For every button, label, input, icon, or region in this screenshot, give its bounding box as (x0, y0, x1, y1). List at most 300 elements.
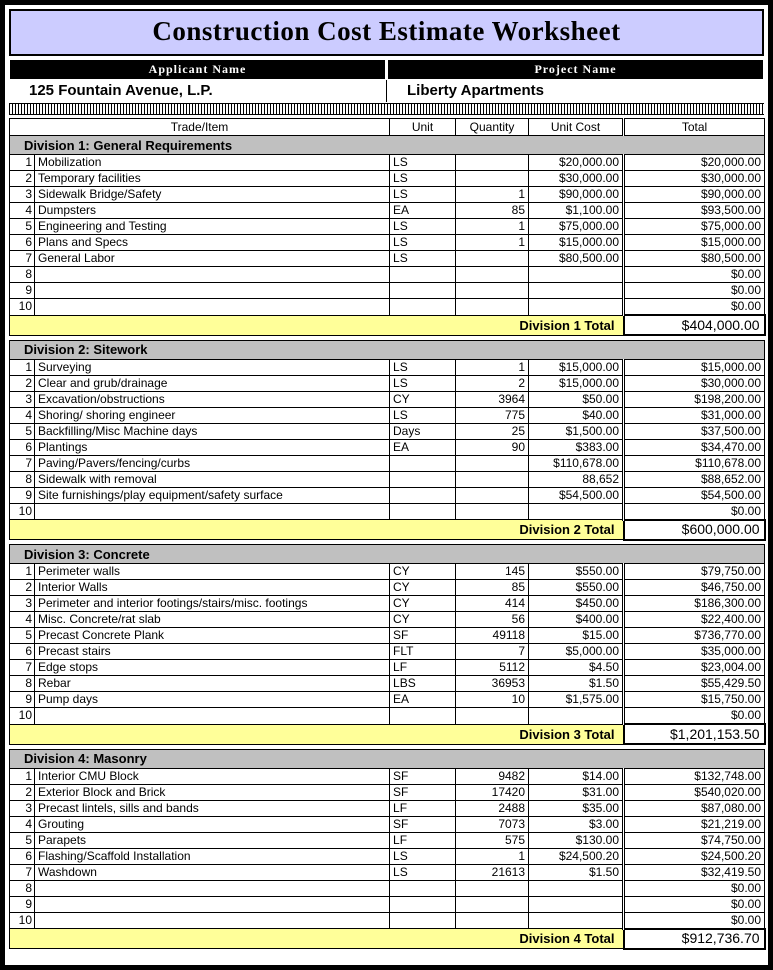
unit-cell[interactable] (390, 708, 456, 725)
row-number-cell[interactable]: 3 (10, 800, 35, 816)
table-row (10, 660, 765, 676)
table-row (10, 487, 765, 503)
row-number-cell[interactable]: 8 (10, 471, 35, 487)
total-cell[interactable]: $0.00 (624, 283, 765, 299)
unit-cost-cell[interactable]: 88,652 (529, 471, 624, 487)
total-cell[interactable]: $54,500.00 (624, 487, 765, 503)
quantity-cell[interactable]: 85 (456, 580, 529, 596)
unit-cost-cell[interactable]: $550.00 (529, 564, 624, 580)
total-cell[interactable]: $15,750.00 (624, 692, 765, 708)
table-row (10, 219, 765, 235)
column-header-row (10, 119, 765, 136)
quantity-cell[interactable]: 1 (456, 219, 529, 235)
row-number-cell[interactable]: 2 (10, 580, 35, 596)
quantity-cell[interactable]: 145 (456, 564, 529, 580)
unit-cost-cell[interactable]: $80,500.00 (529, 251, 624, 267)
row-number-cell[interactable]: 4 (10, 816, 35, 832)
total-cell[interactable]: $75,000.00 (624, 219, 765, 235)
division-total-value[interactable]: $600,000.00 (624, 520, 765, 540)
row-number-cell[interactable]: 4 (10, 612, 35, 628)
trade-item-cell[interactable]: Exterior Block and Brick (35, 784, 390, 800)
unit-cell[interactable]: LS (390, 407, 456, 423)
division-header-label: Division 1: General Requirements (10, 136, 765, 155)
unit-cell[interactable]: EA (390, 439, 456, 455)
unit-cell[interactable]: LBS (390, 676, 456, 692)
total-cell[interactable]: $34,470.00 (624, 439, 765, 455)
quantity-cell[interactable]: 1 (456, 187, 529, 203)
unit-cell[interactable]: CY (390, 564, 456, 580)
unit-cell[interactable]: LS (390, 359, 456, 375)
division-header-label: Division 3: Concrete (10, 545, 765, 564)
unit-cost-cell[interactable]: $50.00 (529, 391, 624, 407)
unit-cost-cell[interactable]: $40.00 (529, 407, 624, 423)
table-row (10, 299, 765, 316)
divider-hatch (9, 103, 764, 115)
total-cell[interactable]: $0.00 (624, 267, 765, 283)
total-cell[interactable]: $35,000.00 (624, 644, 765, 660)
trade-item-cell[interactable] (35, 708, 390, 725)
row-number-cell[interactable]: 2 (10, 375, 35, 391)
trade-item-cell[interactable] (35, 896, 390, 912)
total-cell[interactable]: $198,200.00 (624, 391, 765, 407)
row-number-cell[interactable]: 9 (10, 896, 35, 912)
quantity-cell[interactable]: 7 (456, 644, 529, 660)
row-number-cell[interactable]: 1 (10, 564, 35, 580)
total-cell[interactable]: $37,500.00 (624, 423, 765, 439)
trade-item-cell[interactable]: Sidewalk with removal (35, 471, 390, 487)
unit-cost-cell[interactable]: $4.50 (529, 660, 624, 676)
unit-cost-cell[interactable]: $110,678.00 (529, 455, 624, 471)
table-row (10, 912, 765, 929)
unit-cell[interactable]: LS (390, 155, 456, 171)
unit-cell[interactable] (390, 471, 456, 487)
row-number-cell[interactable]: 10 (10, 299, 35, 316)
table-row (10, 784, 765, 800)
division-header-label: Division 2: Sitework (10, 340, 765, 359)
trade-item-cell[interactable] (35, 503, 390, 520)
table-row (10, 235, 765, 251)
table-row (10, 644, 765, 660)
row-number-cell[interactable]: 5 (10, 628, 35, 644)
quantity-cell[interactable]: 1 (456, 235, 529, 251)
division-header-row (10, 545, 765, 564)
table-row (10, 187, 765, 203)
row-number-cell[interactable]: 7 (10, 660, 35, 676)
unit-cell[interactable]: LS (390, 375, 456, 391)
unit-cell[interactable]: LS (390, 251, 456, 267)
total-cell[interactable]: $736,770.00 (624, 628, 765, 644)
unit-cell[interactable]: CY (390, 596, 456, 612)
quantity-cell[interactable] (456, 251, 529, 267)
unit-cell[interactable]: SF (390, 816, 456, 832)
unit-cost-cell[interactable] (529, 896, 624, 912)
division-total-label: Division 3 Total (10, 724, 624, 744)
row-number-cell[interactable]: 3 (10, 596, 35, 612)
trade-item-cell[interactable]: Site furnishings/play equipment/safety surface (35, 487, 390, 503)
unit-cell[interactable]: EA (390, 692, 456, 708)
trade-item-cell[interactable] (35, 299, 390, 316)
quantity-cell[interactable] (456, 267, 529, 283)
trade-item-cell[interactable]: General Labor (35, 251, 390, 267)
trade-item-cell[interactable]: Plans and Specs (35, 235, 390, 251)
unit-cell[interactable]: Days (390, 423, 456, 439)
quantity-cell[interactable]: 2 (456, 375, 529, 391)
table-row (10, 628, 765, 644)
unit-cost-cell[interactable]: $15,000.00 (529, 235, 624, 251)
trade-item-cell[interactable] (35, 283, 390, 299)
row-number-cell[interactable]: 2 (10, 784, 35, 800)
division-total-row (10, 315, 765, 335)
unit-cell[interactable]: LS (390, 187, 456, 203)
unit-cost-cell[interactable]: $75,000.00 (529, 219, 624, 235)
total-cell[interactable]: $93,500.00 (624, 203, 765, 219)
unit-cost-cell[interactable] (529, 880, 624, 896)
row-number-cell[interactable]: 5 (10, 423, 35, 439)
division-header-label: Division 4: Masonry (10, 749, 765, 768)
table-row (10, 580, 765, 596)
table-row (10, 564, 765, 580)
quantity-cell[interactable]: 5112 (456, 660, 529, 676)
total-cell[interactable]: $31,000.00 (624, 407, 765, 423)
unit-cell[interactable] (390, 299, 456, 316)
trade-item-cell[interactable]: Engineering and Testing (35, 219, 390, 235)
trade-item-cell[interactable]: Interior CMU Block (35, 768, 390, 784)
row-number-cell[interactable]: 5 (10, 219, 35, 235)
trade-item-cell[interactable]: Temporary facilities (35, 171, 390, 187)
total-cell[interactable]: $20,000.00 (624, 155, 765, 171)
unit-cell[interactable]: LF (390, 660, 456, 676)
table-row (10, 708, 765, 725)
trade-item-cell[interactable]: Plantings (35, 439, 390, 455)
row-number-cell[interactable]: 6 (10, 439, 35, 455)
quantity-cell[interactable]: 21613 (456, 864, 529, 880)
trade-item-cell[interactable]: Shoring/ shoring engineer (35, 407, 390, 423)
division-total-row (10, 929, 765, 949)
quantity-cell[interactable] (456, 455, 529, 471)
total-cell[interactable]: $15,000.00 (624, 359, 765, 375)
estimate-table (9, 118, 766, 950)
page-title: Construction Cost Estimate Worksheet (9, 9, 764, 56)
total-cell[interactable]: $0.00 (624, 708, 765, 725)
column-header-quantity: Quantity (456, 119, 529, 136)
unit-cost-cell[interactable] (529, 299, 624, 316)
row-number-cell[interactable]: 6 (10, 235, 35, 251)
quantity-cell[interactable]: 56 (456, 612, 529, 628)
total-cell[interactable]: $90,000.00 (624, 187, 765, 203)
total-cell[interactable]: $22,400.00 (624, 612, 765, 628)
quantity-cell[interactable]: 414 (456, 596, 529, 612)
total-cell[interactable]: $0.00 (624, 503, 765, 520)
unit-cost-cell[interactable] (529, 283, 624, 299)
quantity-cell[interactable]: 90 (456, 439, 529, 455)
trade-item-cell[interactable]: Sidewalk Bridge/Safety (35, 187, 390, 203)
quantity-cell[interactable]: 85 (456, 203, 529, 219)
division-header-row (10, 749, 765, 768)
unit-cost-cell[interactable]: $5,000.00 (529, 644, 624, 660)
table-row (10, 359, 765, 375)
unit-cost-cell[interactable] (529, 912, 624, 929)
row-number-cell[interactable]: 6 (10, 848, 35, 864)
quantity-cell[interactable]: 9482 (456, 768, 529, 784)
table-row (10, 816, 765, 832)
unit-cost-cell[interactable]: $1,100.00 (529, 203, 624, 219)
row-number-cell[interactable]: 8 (10, 676, 35, 692)
row-number-cell[interactable]: 8 (10, 267, 35, 283)
trade-item-cell[interactable]: Misc. Concrete/rat slab (35, 612, 390, 628)
table-row (10, 768, 765, 784)
row-number-cell[interactable]: 4 (10, 203, 35, 219)
quantity-cell[interactable]: 36953 (456, 676, 529, 692)
row-number-cell[interactable]: 1 (10, 359, 35, 375)
unit-cell[interactable]: LS (390, 219, 456, 235)
table-row (10, 832, 765, 848)
quantity-cell[interactable]: 2488 (456, 800, 529, 816)
total-cell[interactable]: $55,429.50 (624, 676, 765, 692)
row-number-cell[interactable]: 10 (10, 912, 35, 929)
row-number-cell[interactable]: 2 (10, 171, 35, 187)
total-cell[interactable]: $30,000.00 (624, 375, 765, 391)
unit-cost-cell[interactable]: $90,000.00 (529, 187, 624, 203)
division-total-value[interactable]: $1,201,153.50 (624, 724, 765, 744)
table-row (10, 612, 765, 628)
quantity-cell[interactable] (456, 487, 529, 503)
quantity-cell[interactable] (456, 299, 529, 316)
row-number-cell[interactable]: 1 (10, 768, 35, 784)
total-cell[interactable]: $30,000.00 (624, 171, 765, 187)
row-number-cell[interactable]: 3 (10, 391, 35, 407)
total-cell[interactable]: $23,004.00 (624, 660, 765, 676)
row-number-cell[interactable]: 10 (10, 503, 35, 520)
quantity-cell[interactable] (456, 503, 529, 520)
quantity-cell[interactable] (456, 171, 529, 187)
unit-cell[interactable]: SF (390, 628, 456, 644)
unit-cost-cell[interactable]: $450.00 (529, 596, 624, 612)
unit-cell[interactable]: LS (390, 848, 456, 864)
unit-cell[interactable] (390, 267, 456, 283)
row-number-cell[interactable]: 4 (10, 407, 35, 423)
unit-cost-cell[interactable]: $1,500.00 (529, 423, 624, 439)
row-number-cell[interactable]: 7 (10, 455, 35, 471)
quantity-cell[interactable]: 49118 (456, 628, 529, 644)
unit-cost-cell[interactable]: $14.00 (529, 768, 624, 784)
trade-item-cell[interactable]: Precast Concrete Plank (35, 628, 390, 644)
division-total-label: Division 1 Total (10, 315, 624, 335)
table-row (10, 283, 765, 299)
total-cell[interactable]: $132,748.00 (624, 768, 765, 784)
row-number-cell[interactable]: 9 (10, 692, 35, 708)
total-cell[interactable]: $0.00 (624, 912, 765, 929)
division-total-row (10, 724, 765, 744)
trade-item-cell[interactable]: Surveying (35, 359, 390, 375)
quantity-cell[interactable]: 1 (456, 359, 529, 375)
unit-cost-cell[interactable]: $130.00 (529, 832, 624, 848)
unit-cell[interactable]: CY (390, 391, 456, 407)
division-header-row (10, 136, 765, 155)
applicant-name-value[interactable]: 125 Fountain Avenue, L.P. (29, 82, 213, 99)
unit-cell[interactable]: CY (390, 580, 456, 596)
row-number-cell[interactable]: 9 (10, 487, 35, 503)
table-row (10, 455, 765, 471)
unit-cost-cell[interactable] (529, 267, 624, 283)
unit-cell[interactable]: SF (390, 784, 456, 800)
unit-cell[interactable] (390, 487, 456, 503)
row-number-cell[interactable]: 3 (10, 187, 35, 203)
unit-cost-cell[interactable]: $15,000.00 (529, 359, 624, 375)
unit-cell[interactable] (390, 912, 456, 929)
trade-item-cell[interactable] (35, 912, 390, 929)
unit-cost-cell[interactable]: $1.50 (529, 676, 624, 692)
quantity-cell[interactable]: 575 (456, 832, 529, 848)
trade-item-cell[interactable]: Perimeter and interior footings/stairs/misc. footings (35, 596, 390, 612)
quantity-cell[interactable] (456, 708, 529, 725)
table-row (10, 375, 765, 391)
unit-cell[interactable] (390, 503, 456, 520)
unit-cell[interactable]: FLT (390, 644, 456, 660)
total-cell[interactable]: $46,750.00 (624, 580, 765, 596)
division-total-value[interactable]: $404,000.00 (624, 315, 765, 335)
quantity-cell[interactable]: 25 (456, 423, 529, 439)
unit-cost-cell[interactable]: $24,500.20 (529, 848, 624, 864)
trade-item-cell[interactable]: Clear and grub/drainage (35, 375, 390, 391)
unit-cost-cell[interactable]: $30,000.00 (529, 171, 624, 187)
trade-item-cell[interactable]: Parapets (35, 832, 390, 848)
total-cell[interactable]: $32,419.50 (624, 864, 765, 880)
quantity-cell[interactable] (456, 896, 529, 912)
trade-item-cell[interactable]: Precast stairs (35, 644, 390, 660)
unit-cost-cell[interactable]: $550.00 (529, 580, 624, 596)
unit-cell[interactable]: LS (390, 864, 456, 880)
unit-cell[interactable] (390, 283, 456, 299)
total-cell[interactable]: $0.00 (624, 896, 765, 912)
quantity-cell[interactable]: 3964 (456, 391, 529, 407)
trade-item-cell[interactable]: Paving/Pavers/fencing/curbs (35, 455, 390, 471)
table-row (10, 439, 765, 455)
row-number-cell[interactable]: 1 (10, 155, 35, 171)
unit-cost-cell[interactable]: $20,000.00 (529, 155, 624, 171)
row-number-cell[interactable]: 7 (10, 251, 35, 267)
trade-item-cell[interactable]: Edge stops (35, 660, 390, 676)
project-name-value[interactable]: Liberty Apartments (386, 80, 764, 102)
unit-cell[interactable]: CY (390, 612, 456, 628)
table-row (10, 171, 765, 187)
unit-cell[interactable]: SF (390, 768, 456, 784)
unit-cell[interactable] (390, 896, 456, 912)
table-row (10, 203, 765, 219)
total-cell[interactable]: $110,678.00 (624, 455, 765, 471)
quantity-cell[interactable] (456, 471, 529, 487)
table-row (10, 251, 765, 267)
quantity-cell[interactable]: 7073 (456, 816, 529, 832)
column-header-unit: Unit (390, 119, 456, 136)
total-cell[interactable]: $80,500.00 (624, 251, 765, 267)
unit-cell[interactable]: LS (390, 235, 456, 251)
unit-cell[interactable]: LF (390, 832, 456, 848)
total-cell[interactable]: $186,300.00 (624, 596, 765, 612)
unit-cost-cell[interactable]: $31.00 (529, 784, 624, 800)
row-number-cell[interactable]: 6 (10, 644, 35, 660)
unit-cost-cell[interactable] (529, 708, 624, 725)
name-values-row (9, 80, 764, 102)
total-cell[interactable]: $21,219.00 (624, 816, 765, 832)
quantity-cell[interactable] (456, 880, 529, 896)
unit-cost-cell[interactable]: $383.00 (529, 439, 624, 455)
row-number-cell[interactable]: 5 (10, 832, 35, 848)
trade-item-cell[interactable]: Pump days (35, 692, 390, 708)
quantity-cell[interactable] (456, 155, 529, 171)
trade-item-cell[interactable] (35, 267, 390, 283)
total-cell[interactable]: $540,020.00 (624, 784, 765, 800)
unit-cell[interactable]: LS (390, 171, 456, 187)
unit-cost-cell[interactable]: $3.00 (529, 816, 624, 832)
quantity-cell[interactable]: 17420 (456, 784, 529, 800)
trade-item-cell[interactable]: Precast lintels, sills and bands (35, 800, 390, 816)
trade-item-cell[interactable]: Backfilling/Misc Machine days (35, 423, 390, 439)
unit-cost-cell[interactable]: $15,000.00 (529, 375, 624, 391)
total-cell[interactable]: $24,500.20 (624, 848, 765, 864)
unit-cost-cell[interactable]: $1,575.00 (529, 692, 624, 708)
unit-cost-cell[interactable]: $54,500.00 (529, 487, 624, 503)
trade-item-cell[interactable]: Dumpsters (35, 203, 390, 219)
total-cell[interactable]: $15,000.00 (624, 235, 765, 251)
division-total-value[interactable]: $912,736.70 (624, 929, 765, 949)
unit-cell[interactable] (390, 455, 456, 471)
table-row (10, 503, 765, 520)
unit-cost-cell[interactable]: $400.00 (529, 612, 624, 628)
row-number-cell[interactable]: 7 (10, 864, 35, 880)
column-header-total: Total (624, 119, 765, 136)
total-cell[interactable]: $0.00 (624, 880, 765, 896)
total-cell[interactable]: $87,080.00 (624, 800, 765, 816)
total-cell[interactable]: $88,652.00 (624, 471, 765, 487)
row-number-cell[interactable]: 8 (10, 880, 35, 896)
table-row (10, 471, 765, 487)
quantity-cell[interactable]: 10 (456, 692, 529, 708)
table-row (10, 423, 765, 439)
unit-cost-cell[interactable]: $15.00 (529, 628, 624, 644)
division-total-label: Division 2 Total (10, 520, 624, 540)
total-cell[interactable]: $0.00 (624, 299, 765, 316)
unit-cell[interactable] (390, 880, 456, 896)
quantity-cell[interactable]: 775 (456, 407, 529, 423)
quantity-cell[interactable] (456, 283, 529, 299)
trade-item-cell[interactable]: Grouting (35, 816, 390, 832)
trade-item-cell[interactable] (35, 880, 390, 896)
unit-cost-cell[interactable]: $1.50 (529, 864, 624, 880)
table-row (10, 800, 765, 816)
trade-item-cell[interactable]: Flashing/Scaffold Installation (35, 848, 390, 864)
quantity-cell[interactable]: 1 (456, 848, 529, 864)
unit-cell[interactable]: EA (390, 203, 456, 219)
total-cell[interactable]: $74,750.00 (624, 832, 765, 848)
trade-item-cell[interactable]: Excavation/obstructions (35, 391, 390, 407)
trade-item-cell[interactable]: Washdown (35, 864, 390, 880)
unit-cell[interactable]: LF (390, 800, 456, 816)
row-number-cell[interactable]: 9 (10, 283, 35, 299)
total-cell[interactable]: $79,750.00 (624, 564, 765, 580)
row-number-cell[interactable]: 10 (10, 708, 35, 725)
table-row (10, 391, 765, 407)
unit-cost-cell[interactable]: $35.00 (529, 800, 624, 816)
quantity-cell[interactable] (456, 912, 529, 929)
table-row (10, 864, 765, 880)
trade-item-cell[interactable]: Rebar (35, 676, 390, 692)
unit-cost-cell[interactable] (529, 503, 624, 520)
trade-item-cell[interactable]: Interior Walls (35, 580, 390, 596)
table-row (10, 155, 765, 171)
trade-item-cell[interactable]: Mobilization (35, 155, 390, 171)
trade-item-cell[interactable]: Perimeter walls (35, 564, 390, 580)
division-total-label: Division 4 Total (10, 929, 624, 949)
